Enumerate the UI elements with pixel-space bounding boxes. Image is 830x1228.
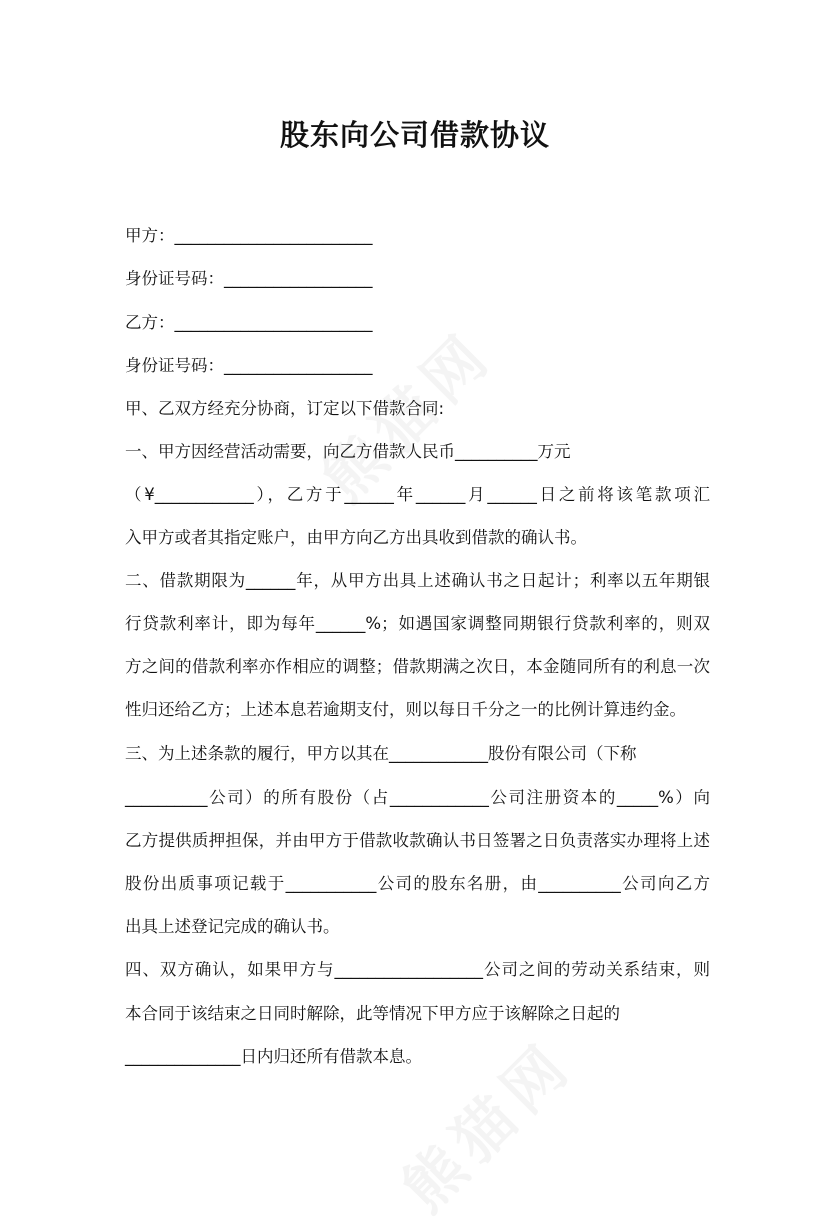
party-b-id-line: 身份证号码：__________________ xyxy=(125,356,373,375)
party-b-line: 乙方：________________________ xyxy=(125,313,373,332)
clause-1-line-2: （¥____________），乙方于______年______月______日之前将该笔款项汇 xyxy=(125,485,710,504)
party-a-line: 甲方：________________________ xyxy=(125,226,373,245)
clause-2-line-4: 性归还给乙方；上述本息若逾期支付，则以每日千分之一的比例计算违约金。 xyxy=(125,700,686,719)
clause-3-line-5: 出具上述登记完成的确认书。 xyxy=(125,917,340,936)
clause-3-line-1: 三、为上述条款的履行，甲方以其在____________股份有限公司（下称 xyxy=(125,744,637,763)
clause-3-line-4: 股份出质事项记载于___________公司的股东名册，由__________公司向乙方 xyxy=(125,874,710,893)
party-a-id-line: 身份证号码：__________________ xyxy=(125,269,373,288)
clause-3-line-2: __________公司）的所有股份（占____________公司注册资本的_____%）向 xyxy=(125,788,710,807)
clause-4-line-3: ______________日内归还所有借款本息。 xyxy=(125,1047,422,1066)
clause-1-line-1: 一、甲方因经营活动需要，向乙方借款人民币__________万元 xyxy=(125,442,571,461)
clause-4-line-2: 本合同于该结束之日同时解除，此等情况下甲方应于该解除之日起的 xyxy=(125,1004,620,1023)
clause-2-line-1: 二、借款期限为______年，从甲方出具上述确认书之日起计；利率以五年期银 xyxy=(125,571,710,590)
clause-2-line-3: 方之间的借款利率亦作相应的调整；借款期满之次日，本金随同所有的利息一次 xyxy=(125,657,710,676)
clause-2-line-2: 行贷款利率计，即为每年______%；如遇国家调整同期银行贷款利率的，则双 xyxy=(125,614,710,633)
clause-3-line-3: 乙方提供质押担保，并由甲方于借款收款确认书日签署之日负责落实办理将上述 xyxy=(125,831,710,850)
clause-1-line-3: 入甲方或者其指定账户，由甲方向乙方出具收到借款的确认书。 xyxy=(125,528,587,547)
intro-line: 甲、乙双方经充分协商，订定以下借款合同: xyxy=(125,399,445,418)
document-title: 股东向公司借款协议 xyxy=(279,118,550,152)
clause-4-line-1: 四、双方确认，如果甲方与__________________公司之间的劳动关系结束，则 xyxy=(125,960,710,979)
